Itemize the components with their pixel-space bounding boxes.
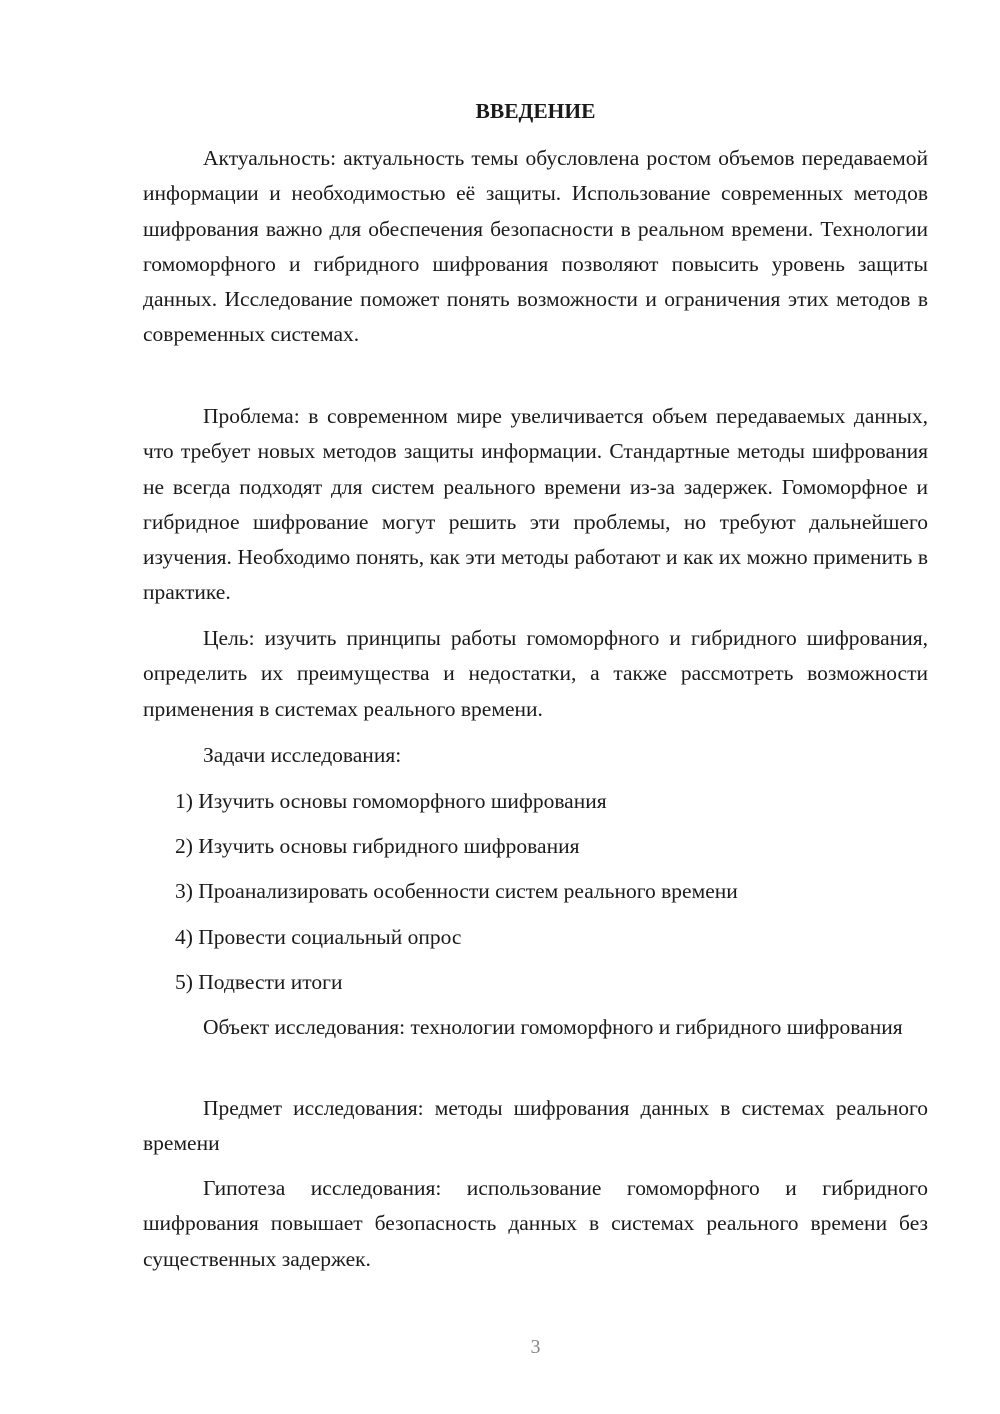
task-item: 3) Проанализировать особенности систем реального времени [175, 879, 738, 903]
section-title: ВВЕДЕНИЕ [475, 99, 596, 123]
task-item: 5) Подвести итоги [175, 970, 343, 994]
task-item: 1) Изучить основы гомоморфного шифрования [175, 789, 607, 813]
paragraph-relevance: Актуальность: актуальность темы обусловлена ростом объемов передаваемой информации и необходимостью её защиты. Использование современных методов шифрования важно для обеспечения безопасности в реальном времени. Технологии гомоморфного и гибридного шифрования позволяют повысить уровень защиты данных. Исследование поможет понять возможности и ограничения этих методов в современных системах. [143, 146, 928, 347]
paragraph-goal: Цель: изучить принципы работы гомоморфного и гибридного шифрования, определить их преимущества и недостатки, а также рассмотреть возможности применения в системах реального времени. [143, 626, 928, 721]
paragraph-hypothesis: Гипотеза исследования: использование гомоморфного и гибридного шифрования повышает безопасность данных в системах реального времени без существенных задержек. [143, 1176, 928, 1271]
task-item: 2) Изучить основы гибридного шифрования [175, 834, 580, 858]
paragraph-object: Объект исследования: технологии гомоморфного и гибридного шифрования [203, 1015, 903, 1039]
task-item: 4) Провести социальный опрос [175, 925, 462, 949]
page-number: 3 [530, 1336, 541, 1358]
paragraph-subject: Предмет исследования: методы шифрования данных в системах реального времени [143, 1096, 928, 1156]
tasks-heading: Задачи исследования: [203, 743, 402, 767]
paragraph-problem: Проблема: в современном мире увеличивается объем передаваемых данных, что требует новых методов защиты информации. Стандартные методы шифрования не всегда подходят для систем реального времени из-за задержек. Гомоморфное и гибридное шифрование могут решить эти проблемы, но требуют дальнейшего изучения. Необходимо понять, как эти методы работают и как их можно применить в практике. [143, 404, 928, 605]
